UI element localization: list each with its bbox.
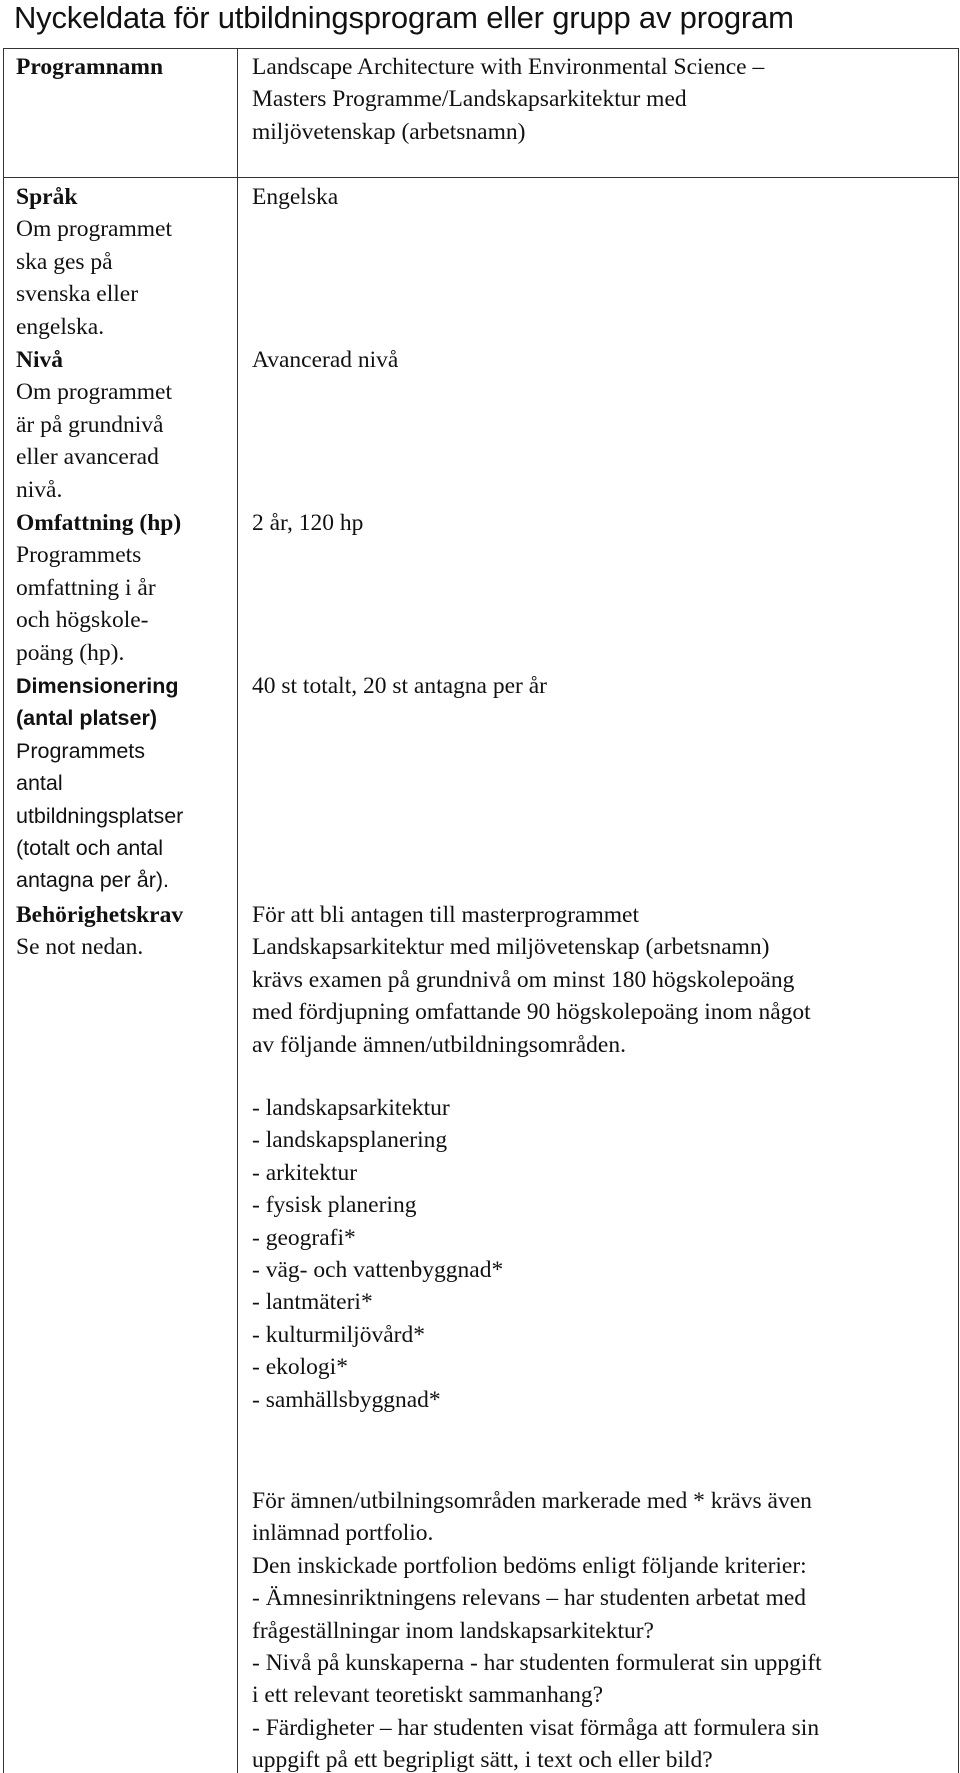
description-line: antal — [16, 771, 63, 796]
list-item: - landskapsplanering — [252, 1127, 448, 1154]
description-line: eller avancerad — [16, 444, 159, 471]
note-line: i ett relevant teoretiskt sammanhang? — [252, 1682, 604, 1709]
list-item: - väg- och vattenbyggnad* — [252, 1257, 504, 1284]
description-line: ska ges på — [16, 248, 113, 275]
description-line: utbildningsplatser — [16, 803, 184, 828]
intro-line: av följande ämnen/utbildningsområden. — [252, 1031, 626, 1058]
subject-list — [252, 1092, 503, 1416]
intro-line: med fördjupning omfattande 90 högskolepoäng inom något — [252, 999, 811, 1026]
description-line: Om programmet — [16, 379, 172, 406]
label-omfattning: Omfattning (hp) — [16, 510, 182, 536]
list-item: - geografi* — [252, 1224, 356, 1251]
list-item: - samhällsbyggnad* — [252, 1386, 441, 1413]
description-line: Programmets — [16, 542, 142, 569]
description-line: engelska. — [16, 313, 105, 340]
list-item: - arkitektur — [252, 1159, 358, 1186]
note-line: uppgift på ett begripligt sätt, i text och eller bild? — [252, 1747, 713, 1773]
list-item: - landskapsarkitektur — [252, 1095, 450, 1121]
label-sprak: Språk — [16, 184, 78, 210]
value-dimensionering: 40 st totalt, 20 st antagna per år — [252, 673, 547, 699]
column-divider — [237, 48, 238, 1773]
value-line: Landscape Architecture with Environmental Science – — [252, 54, 765, 80]
note-line: Den inskickade portfolion bedöms enligt följande kriterier: — [252, 1552, 807, 1579]
value-line: miljövetenskap (arbetsnamn) — [252, 118, 526, 145]
description-line: svenska eller — [16, 281, 139, 308]
description-line: Om programmet — [16, 216, 172, 243]
label-dimensionering: Dimensionering — [16, 674, 179, 698]
intro-line: För att bli antagen till masterprogrammet — [252, 902, 639, 928]
description-line: och högskole- — [16, 607, 149, 634]
note-line: - Ämnesinriktningens relevans – har studenten arbetat med — [252, 1585, 807, 1612]
label-niva: Nivå — [16, 347, 63, 373]
intro-line: Landskapsarkitektur med miljövetenskap (arbetsnamn) — [252, 934, 770, 961]
description-line: (totalt och antal — [16, 836, 164, 861]
label-behorighetskrav: Behörighetskrav — [16, 902, 184, 928]
intro-line: krävs examen på grundnivå om minst 180 högskolepoäng — [252, 966, 795, 993]
description-line: antagna per år). — [16, 868, 169, 893]
list-item: - kulturmiljövård* — [252, 1321, 425, 1348]
list-item: - lantmäteri* — [252, 1289, 373, 1316]
note-line: frågeställningar inom landskapsarkitektur? — [252, 1617, 654, 1644]
value-niva: Avancerad nivå — [252, 347, 399, 373]
requirements-intro — [252, 899, 811, 1061]
description-line: nivå. — [16, 476, 63, 503]
list-item: - fysisk planering — [252, 1192, 417, 1219]
list-item: - ekologi* — [252, 1354, 348, 1381]
value-sprak: Engelska — [252, 184, 339, 210]
description-line: omfattning i år — [16, 574, 156, 601]
cell-dimensionering — [16, 670, 183, 897]
cell-behorighetskrav — [16, 899, 183, 964]
description-line: Programmets — [16, 738, 146, 763]
row-divider — [3, 177, 959, 178]
cell-omfattning — [16, 507, 181, 669]
cell-sprak — [16, 181, 172, 343]
value-omfattning: 2 år, 120 hp — [252, 510, 364, 536]
value-line: Masters Programme/Landskapsarkitektur med — [252, 86, 687, 113]
document-title: Nyckeldata för utbildningsprogram eller grupp av program — [14, 0, 794, 35]
description-line: är på grundnivå — [16, 411, 164, 438]
note-line: - Färdigheter – har studenten visat förmåga att formulera sin — [252, 1714, 820, 1741]
description-line: poäng (hp). — [16, 639, 125, 666]
value-programnamn — [252, 51, 764, 148]
note-line: inlämnad portfolio. — [252, 1520, 434, 1547]
label-programnamn: Programnamn — [16, 54, 164, 80]
label-dimensionering-sub: (antal platser) — [16, 706, 157, 731]
note-line: För ämnen/utbilningsområden markerade med * krävs även — [252, 1488, 812, 1514]
description-line: Se not nedan. — [16, 934, 144, 961]
note-line: - Nivå på kunskaperna - har studenten formulerat sin uppgift — [252, 1650, 822, 1677]
cell-niva — [16, 344, 172, 506]
portfolio-note — [252, 1485, 822, 1773]
